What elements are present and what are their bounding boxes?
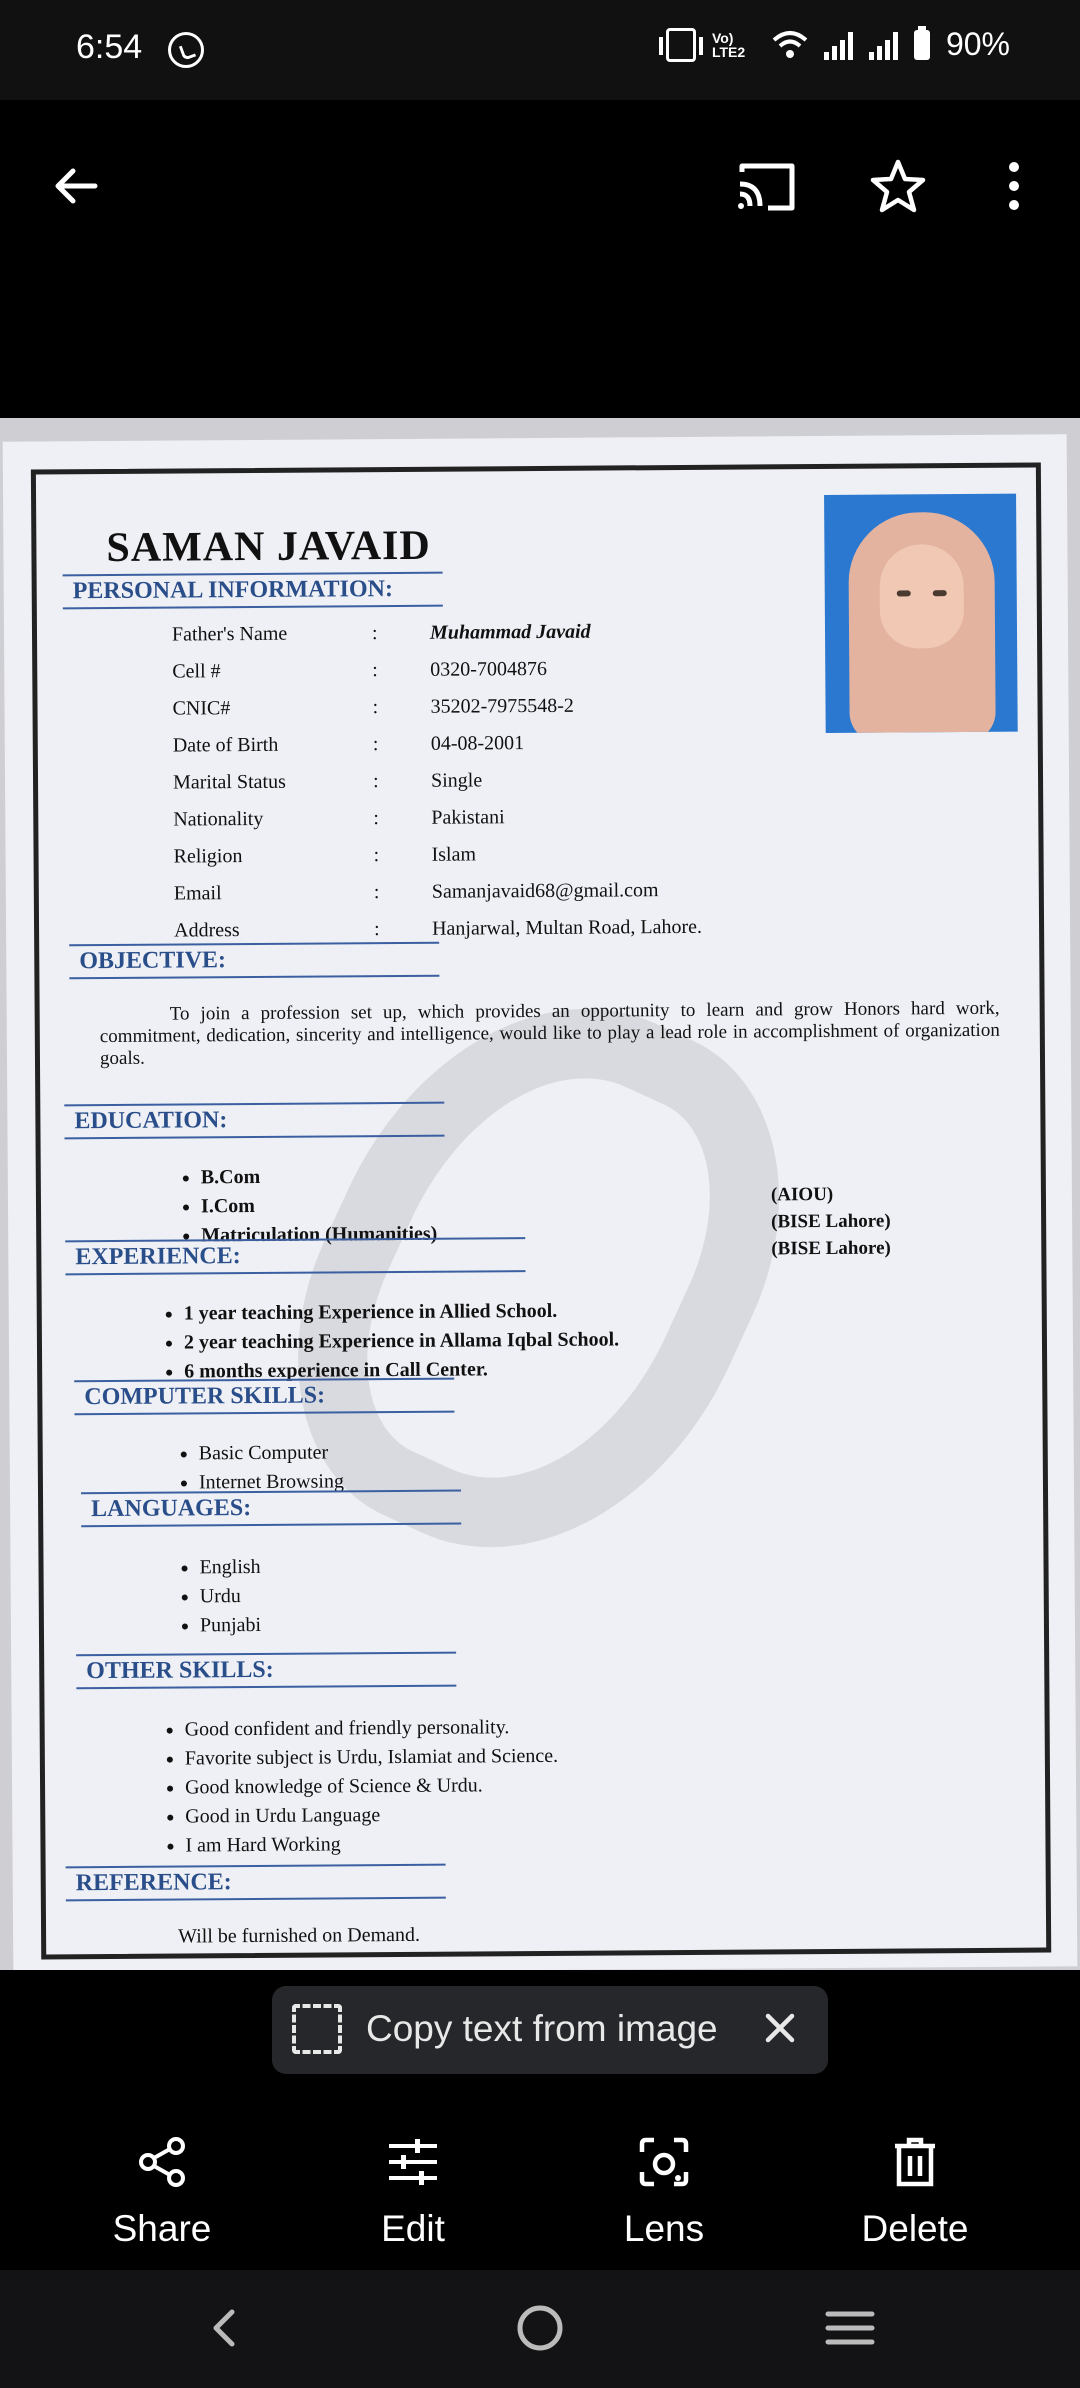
personal-info-row [172,621,591,647]
personal-info-label: Father's Name [171,622,288,646]
vibrate-icon [666,28,696,62]
objective-text: To join a profession set up, which provides an opportunity to learn and grow Honors hard work, commitment, dedication, sincerity and intelligence, would like to play a lead role in accomplishment of organization goals. [99,997,1000,1070]
copy-text-label: Copy text from image [366,2008,718,2049]
trash-icon [887,2134,943,2190]
resume-border [31,462,1051,1959]
personal-info-label: Email [173,882,222,905]
personal-info-label: Address [174,919,240,942]
education-boards [771,1181,891,1263]
personal-info-label: Marital Status [172,770,286,794]
profile-photo [824,494,1018,733]
battery-percent: 90% [945,26,1010,62]
section-personal: PERSONAL INFORMATION: [63,572,443,610]
share-icon [134,2134,190,2190]
status-bar [0,0,1080,100]
signal-icon-2 [869,30,898,60]
resume-paper [3,434,1078,1970]
section-reference: REFERENCE: [66,1864,446,1902]
section-computer-skills: COMPUTER SKILLS: [74,1378,454,1416]
list-item: • Good confident and friendly personality. [185,1713,558,1745]
edit-button[interactable] [313,2130,513,2270]
text-select-icon [292,2004,342,2054]
more-vert-icon [1006,161,1022,211]
list-item: • 6 months experience in Call Center. [184,1354,619,1386]
more-options-button[interactable] [974,146,1054,226]
bottom-actions [0,2130,1080,2270]
list-item: • Punjabi [200,1611,261,1640]
colon-separator: : [372,733,379,756]
nav-home-button[interactable] [510,2298,570,2358]
share-button[interactable] [62,2130,262,2270]
personal-info-row [172,658,547,684]
personal-info-value: Samanjavaid68@gmail.com [431,879,659,903]
colon-separator: : [374,918,380,941]
whatsapp-notification-icon [168,32,204,68]
experience-list [184,1296,620,1386]
personal-info-label: CNIC# [172,697,231,720]
back-button[interactable] [36,146,116,226]
section-languages: LANGUAGES: [81,1490,461,1528]
personal-info-label: Date of Birth [172,733,279,757]
list-item: • 1 year teaching Experience in Allied School. [184,1296,619,1328]
list-item: • Good in Urdu Language [185,1800,558,1832]
personal-info-value: 35202-7975548-2 [430,694,574,718]
colon-separator: : [373,844,380,867]
personal-info-value: Muhammad Javaid [429,620,591,644]
colon-separator: : [372,770,379,793]
personal-info-row [173,806,504,831]
section-education: EDUCATION: [64,1102,444,1140]
nav-recents-button[interactable] [820,2298,880,2358]
personal-info-value: Hanjarwal, Multan Road, Lahore. [431,915,703,940]
lens-icon [636,2134,692,2190]
list-item: • Good knowledge of Science & Urdu. [185,1771,558,1803]
nav-home-icon [510,2298,570,2358]
signal-icon-1 [824,30,853,60]
lens-button[interactable] [564,2130,764,2270]
list-item: • Matriculation (Humanities) [201,1220,437,1251]
cast-button[interactable] [726,146,806,226]
personal-info-value: Islam [431,843,477,866]
viewer-toolbar [0,100,1080,418]
nav-back-icon [196,2298,256,2358]
colon-separator: : [373,807,379,830]
personal-info-row [173,843,476,868]
list-item: • Internet Browsing [199,1467,344,1497]
section-other-skills: OTHER SKILLS: [76,1652,456,1690]
colon-separator: : [373,881,380,904]
nav-back-button[interactable] [196,2298,256,2358]
list-item: • I.Com [201,1191,437,1222]
education-board: (AIOU) [770,1183,834,1206]
star-outline-icon [870,158,926,214]
list-item: • Basic Computer [199,1438,344,1468]
list-item: • English [199,1553,260,1582]
languages-list [199,1553,261,1640]
personal-info-row [174,879,659,905]
wifi-icon [772,30,808,60]
education-board: (BISE Lahore) [771,1210,891,1233]
personal-info-label: Cell # [172,660,221,683]
favorite-button[interactable] [858,146,938,226]
photo-view[interactable] [0,418,1080,1970]
list-item: • I am Hard Working [185,1829,558,1861]
colon-separator: : [372,696,379,719]
arrow-back-icon [51,161,101,211]
close-chip-button[interactable] [750,1998,810,2058]
delete-label: Delete [861,2208,969,2249]
personal-info-value: Single [430,769,483,792]
resume-document [36,468,1046,1955]
colon-separator: : [371,622,378,645]
resume-name: SAMAN JAVAID [106,522,431,572]
personal-info-value: 04-08-2001 [430,732,525,755]
nav-recents-icon [820,2298,880,2358]
list-item: • 2 year teaching Experience in Allama Iqbal School. [184,1325,619,1357]
share-label: Share [112,2208,212,2249]
section-objective: OBJECTIVE: [69,942,439,980]
section-experience: EXPERIENCE: [65,1237,525,1275]
cast-icon [734,158,798,214]
other-skills-list [185,1713,559,1861]
computer-skills-list [199,1438,344,1497]
edit-label: Edit [381,2208,445,2249]
personal-info-label: Religion [173,845,243,868]
personal-info-value: Pakistani [431,806,505,829]
list-item: • B.Com [201,1162,437,1193]
network-type-label: Vo) LTE2 [711,29,746,60]
status-icons [666,26,1010,63]
close-icon [750,1998,810,2058]
personal-info-row [172,695,573,721]
tune-icon [385,2134,441,2190]
copy-text-chip[interactable] [272,1986,828,2074]
reference-text: Will be furnished on Demand. [178,1923,421,1948]
status-time: 6:54 [76,28,143,66]
list-item: • Favorite subject is Urdu, Islamiat and Science. [185,1742,558,1774]
personal-info-row [173,732,524,757]
personal-info-row [173,769,482,794]
lens-label: Lens [623,2208,705,2249]
education-board: (BISE Lahore) [771,1237,891,1260]
system-nav-bar [0,2270,1080,2388]
delete-button[interactable] [815,2130,1015,2270]
list-item: • Urdu [200,1582,261,1611]
personal-info-label: Nationality [173,807,264,831]
colon-separator: : [372,659,378,682]
personal-info-row [174,916,702,943]
personal-info-value: 0320-7004876 [430,657,548,681]
battery-icon [914,30,930,60]
